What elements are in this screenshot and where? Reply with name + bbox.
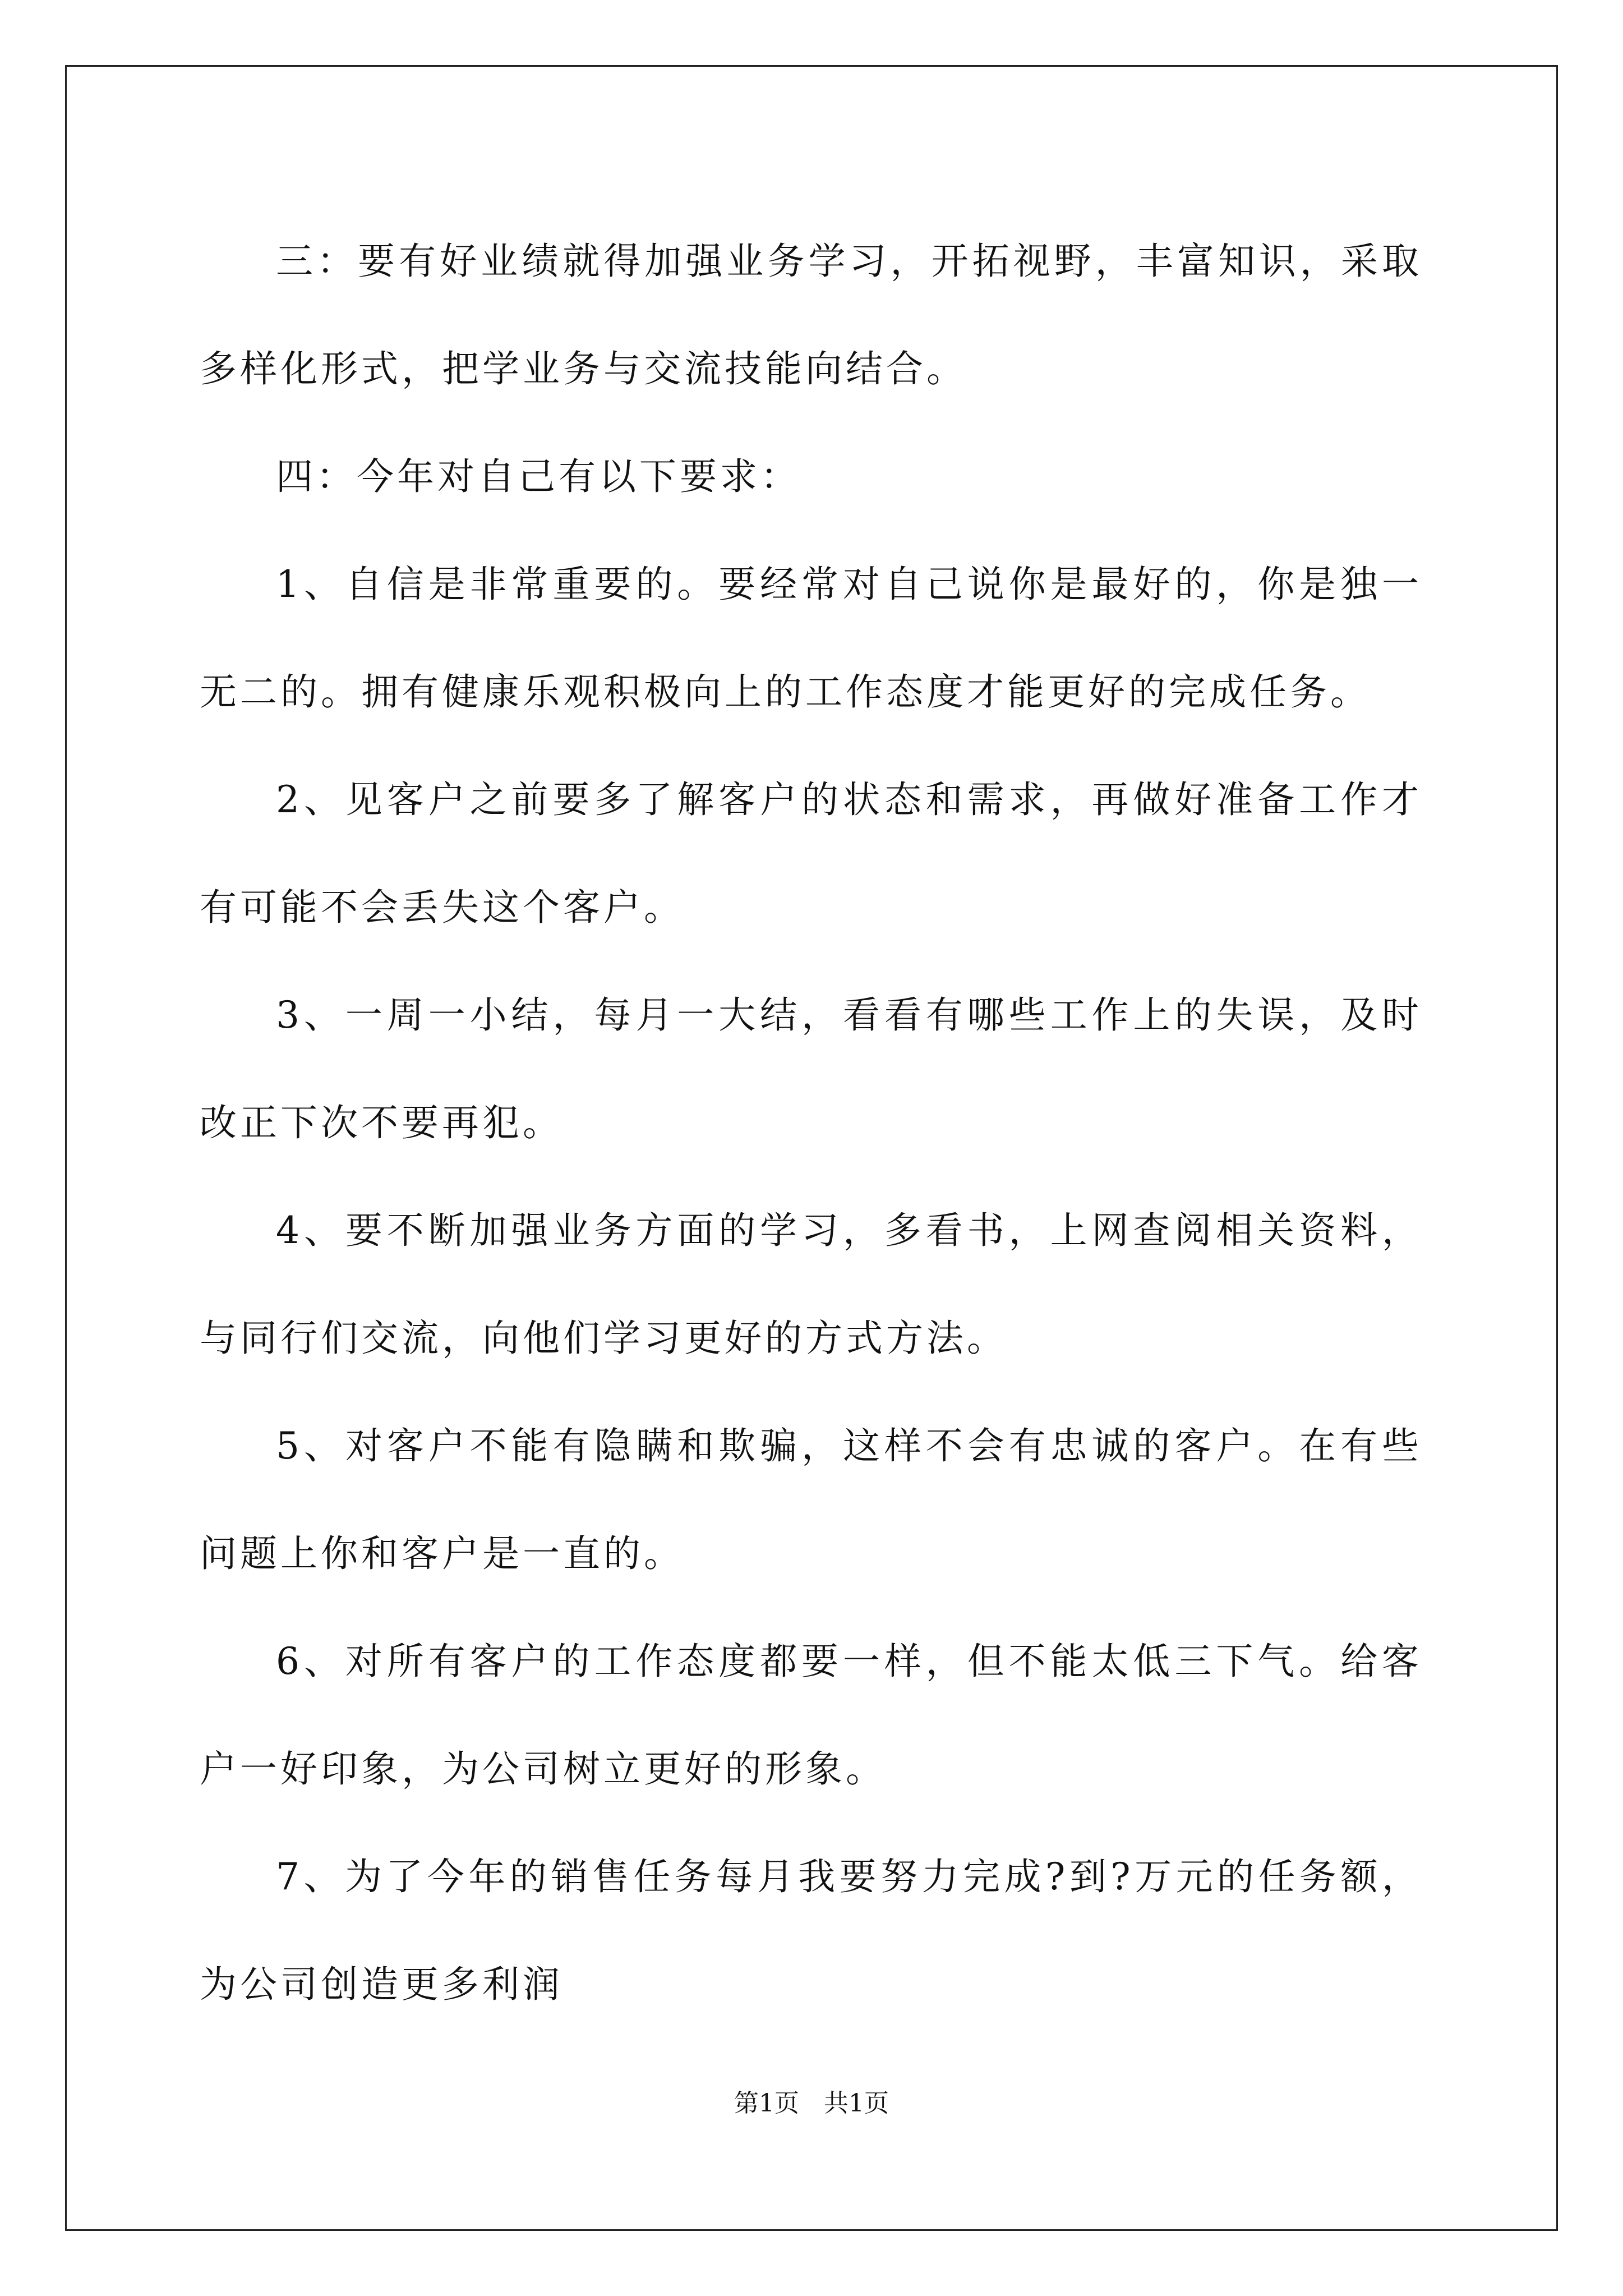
paragraph-4: 四：今年对自己有以下要求： <box>276 455 801 498</box>
list-item-6: 6、对所有客户的工作态度都要一样，但不能太低三下气。给客户一好印象，为公司树立更好的形象。 <box>200 1640 1422 1791</box>
list-item-5: 5、对客户不能有隐瞒和欺骗，这样不会有忠诚的客户。在有些问题上你和客户是一直的。 <box>200 1424 1422 1575</box>
list-item-4: 4、要不断加强业务方面的学习，多看书，上网查阅相关资料，与同行们交流，向他们学习更好的方式方法。 <box>200 1209 1422 1360</box>
list-item-1: 1、自信是非常重要的。要经常对自己说你是最好的，你是独一无二的。拥有健康乐观积极向上的工作态度才能更好的完成任务。 <box>200 563 1422 714</box>
page-number: 第1页 共1页 <box>734 2089 889 2118</box>
document-body <box>200 208 1422 2039</box>
list-item-2: 2、见客户之前要多了解客户的状态和需求，再做好准备工作才有可能不会丢失这个客户。 <box>200 778 1422 929</box>
list-item-3: 3、一周一小结，每月一大结，看看有哪些工作上的失误，及时改正下次不要再犯。 <box>200 993 1422 1144</box>
paragraph-3: 三：要有好业绩就得加强业务学习，开拓视野，丰富知识，采取多样化形式，把学业务与交流技能向结合。 <box>200 240 1422 390</box>
list-item-7: 7、为了今年的销售任务每月我要努力完成?到?万元的任务额，为公司创造更多利润 <box>200 1855 1422 2006</box>
